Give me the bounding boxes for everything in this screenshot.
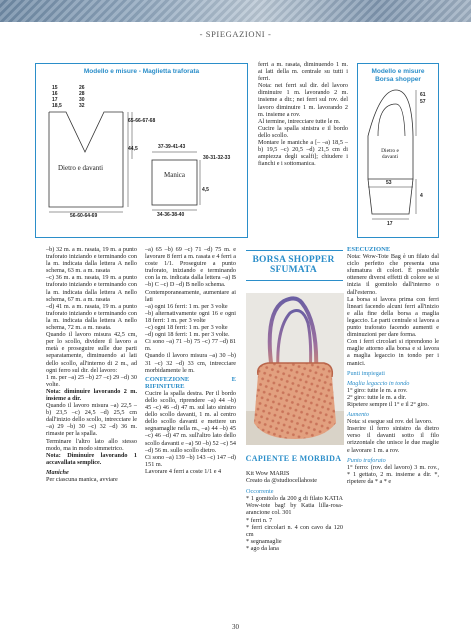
bag-handle-b: 57 xyxy=(420,99,426,105)
text-col-top-mid: ferri a m. rasata, diminuendo 1 m. ai lati della m. centrale su tutti i ferri. Nota: nei ferri sul dir. del lavoro diminuire 1 m. lavorando 2 m. insieme a dir.; nei ferri sul rov. del lavoro diminuire 1 m. lavorando 2 m. insieme a rov. Al termine, intrecciare tutte le m. Cucire la spalla sinistra e il bordo dello scollo. Montare le maniche a [– –a) 18,5 –b) 19,5 –c) 20,5 –d) 21,5 cm di ampiezza degli scalfi]; chiudere i fianchi e i sottomanica. xyxy=(258,61,348,168)
front-width-measure: 56-60-64-69 xyxy=(70,213,98,219)
diagram-bag xyxy=(357,63,439,238)
bag-handle-a: 61 xyxy=(420,92,426,98)
text-col-4: ESECUZIONE Nota: Wow-Tote Bag è un filato dal ciclo perfetto che presenta una sfumatura di colori. È possibile ottenere diversi effetti di colore se si inizia il gomitolo dall'interno o dall'esterno. La borsa si lavora prima con ferri lineari facendo alcuni ferri all'inizio e alla fine della borsa a maglia legaccio. Le parti centrale si lavora a punto traforato facendo aumenti e diminuzioni per dare forma. Con i ferri circolari si riprendono le maglie attorno alla borsa e si lavora a maglia legaccio in tondo per i manici. Punti impiegati Maglia legaccio in tondo 1° giro: tutte le m. a rov. 2° giro: tutte le m. a dir. Ripetere sempre il 1° e il 2° giro. Aumento Nota: si esegue sul rov. del lavoro. Inserire il ferro sinistro da dietro verso il davanti sotto il filo orizzontale che unisce le due maglie e lavorare 1 m. a rov. Punto traforato 1° ferro: (rov. del lavoro) 3 m. rov., * 1 gettato, 2 m. insieme a dir. *, ripetere da * a * e xyxy=(347,246,439,485)
diagram-bag-title: Modello e misure Borsa shopper xyxy=(371,68,425,83)
bag-width-measure: 53 xyxy=(386,180,392,186)
text-col-2: –a) 65 –b) 69 –c) 71 –d) 75 m. e lavorare 8 ferri a m. rasata e 4 ferri a coste 1/1. Proseguire a punto traforato, iniziando e terminando con la m. indicata dalla lettera –a) B –b) C –c) D –d) B nello schema. Contemporaneamente, aumentare ai lati –a) ogni 16 ferri: 1 m. per 3 volte –b) alternativamente ogni 16 e ogni 18 ferri: 1 m. per 3 volte –c) ogni 18 ferri: 1 m. per 3 volte –d) ogni 18 ferri: 1 m. per 3 volte. Ci sono –a) 71 –b) 75 –c) 77 –d) 81 m. Quando il lavoro misura –a) 30 –b) 31 –c) 32 –d) 33 cm, intrecciare morbidamente le m. CONFEZIONE E RIFINITURE Cucire la spalla destra. Per il bordo dello scollo, riprendere –a) 44 –b) 45 –c) 46 –d) 47 m. sul lato sinistro dello scollo davanti, 1 m. al centro dello scollo davanti e mettere un segnamaglie nella m., –a) 44 –b) 45 –c) 46 –d) 47 m. sull'altro lato dello scollo davanti e –a) 50 –b) 52 –c) 54 –d) 56 m. sullo scollo dietro. Ci sono –a) 139 –b) 143 –c) 147 –d) 151 m. Lavorare 4 ferri a coste 1/1 e 4 xyxy=(145,246,236,475)
section-header: - SPIEGAZIONI - xyxy=(199,29,272,39)
bag-piece-label: Dietro e davanti xyxy=(381,148,399,160)
front-side-measure: 65-66-67-68 xyxy=(128,118,156,124)
product-photo xyxy=(246,293,344,445)
diagram-sweater-title: Modello e misure - Maglietta traforata xyxy=(83,68,200,75)
page-number: 30 xyxy=(232,623,239,631)
header-photo-strip xyxy=(0,0,471,22)
product-title: BORSA SHOPPER SFUMATA xyxy=(252,255,335,275)
diagram-sweater: Modello e misure - Maglietta traforata 15 16 17 18,5 26 28 30 32 65-66-67-68 44,5 Dietro e davanti 56-60-64-69 37-39-41-43 30-31-32-33 Manica 4,5 34-36-38-40 xyxy=(35,63,248,238)
product-rule-mid xyxy=(246,280,343,281)
sleeve-top-measure: 37-39-41-43 xyxy=(158,144,186,150)
product-rule-top xyxy=(246,250,343,251)
sleeve-width-measure: 34-36-38-40 xyxy=(157,212,185,218)
shopper-bag-image xyxy=(246,293,344,445)
sleeve-height-measure: 4,5 xyxy=(202,187,209,193)
bag-height-measure: 4 xyxy=(420,193,423,199)
front-height-measure: 44,5 xyxy=(128,146,138,152)
text-col-1: –b) 32 m. a m. rasata, 19 m. a punto traforato iniziando e terminando con la m. indicata dalla lettera A nello schema, 63 m. a m. rasata –c) 36 m. a m. rasata, 19 m. a punto traforato iniziando e terminando con la m. indicata dalla lettera A nello schema, 67 m. a m. rasata –d) 41 m. a m. rasata, 19 m. a punto traforato iniziando e terminando con la m. indicata dalla lettera A nello schema, 72 m. a m. rasata. Quando il lavoro misura 42,5 cm, per lo scollo, dividere il lavoro a metà e proseguire sulle due parti separatamente, diminuendo ai lati dello scollo, all'interno di 2 m., ad ogni ferro sul dir. del lavoro: 1 m. per –a) 25 –b) 27 –c) 29 –d) 30 volte. Nota: diminuire lavorando 2 m. insieme a dir. Quando il lavoro misura –a) 22,5 –b) 23,5 –c) 24,5 –d) 25,5 cm dall'inizio dello scollo, intrecciare le –a) 29 –b) 30 –c) 32 –d) 36 m. rimaste per la spalla. Terminare l'altro lato allo stesso modo, ma in modo simmetrico. Nota: Diminuire lavorando 1 accavallata semplice. Maniche Per ciascuna manica, avviare xyxy=(46,246,137,483)
text-col-3: Kit Wow MARIS Creato da @studiocellahoste Occorrente * 1 gomitolo da 200 g di filato KATIA Wow-tote bag! by Katia lilla-rosa-arancione col. 301 * ferri n. 7 * ferri circolari n. 4 con cavo da 120 cm * segnamaglie * ago da lana xyxy=(246,470,343,552)
bag-bottom-measure: 17 xyxy=(387,221,393,227)
sleeve-right-measure: 30-31-32-33 xyxy=(203,155,231,161)
sweater-schematic xyxy=(36,64,247,237)
front-piece-label: Dietro e davanti xyxy=(58,164,104,172)
product-subtitle: CAPIENTE E MORBIDA xyxy=(245,454,342,463)
sleeve-piece-label: Manica xyxy=(164,171,185,179)
